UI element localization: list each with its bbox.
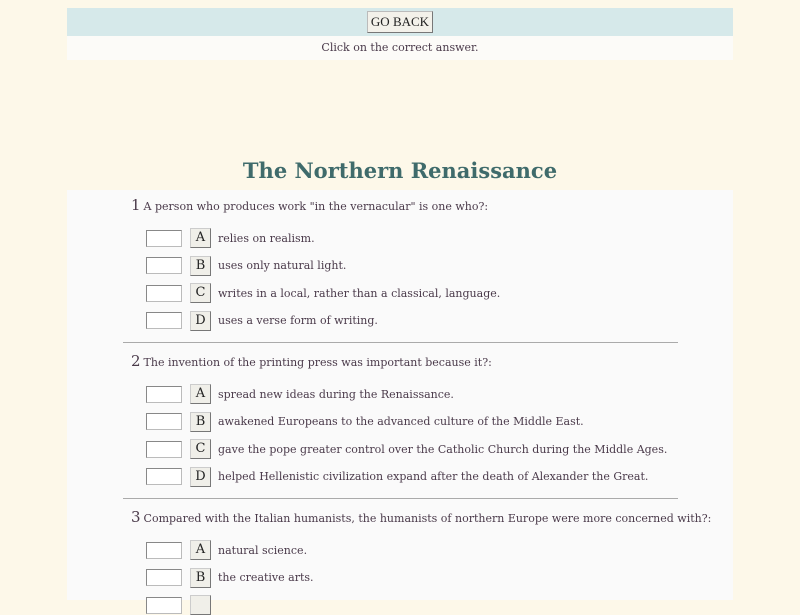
answer-result-box <box>146 468 182 485</box>
answer-result-box <box>146 230 182 247</box>
answer-text: the creative arts. <box>218 571 314 584</box>
answer-option <box>146 540 307 560</box>
question-number: 1 <box>131 196 141 214</box>
answer-text: writes in a local, rather than a classical, language. <box>218 286 501 300</box>
answer-option <box>146 384 454 404</box>
divider <box>123 498 678 499</box>
answer-option <box>146 311 378 331</box>
answer-button[interactable]: A <box>190 228 211 248</box>
answer-button[interactable]: B <box>190 412 211 432</box>
answer-button[interactable]: D <box>190 467 211 487</box>
answer-button[interactable]: C <box>190 283 211 303</box>
answer-text: helped Hellenistic civilization expand after the death of Alexander the Great. <box>218 470 649 483</box>
answer-text: uses only natural light. <box>218 259 347 272</box>
question-2 <box>131 352 492 370</box>
answer-result-box <box>146 257 182 274</box>
answer-button[interactable]: A <box>190 540 211 560</box>
question-number: 3 <box>131 508 141 526</box>
page-title: The Northern Renaissance <box>242 158 558 183</box>
answer-result-box <box>146 542 182 559</box>
question-1 <box>131 196 488 214</box>
answer-option <box>146 283 500 303</box>
answer-button[interactable]: A <box>190 384 211 404</box>
answer-text: spread new ideas during the Renaissance. <box>218 387 454 401</box>
answer-result-box <box>146 285 182 302</box>
answer-text: awakened Europeans to the advanced culture of the Middle East. <box>218 415 584 428</box>
instruction-text: Click on the correct answer. <box>67 36 733 60</box>
answer-option <box>146 228 315 248</box>
answer-option <box>146 439 667 459</box>
answer-text: relies on realism. <box>218 231 315 245</box>
top-bar <box>67 8 733 36</box>
answer-text: uses a verse form of writing. <box>218 314 378 327</box>
answer-text: gave the pope greater control over the Catholic Church during the Middle Ages. <box>218 442 668 456</box>
answer-option <box>146 467 648 487</box>
answer-result-box <box>146 413 182 430</box>
answer-option <box>146 412 584 432</box>
answer-button[interactable]: C <box>190 439 211 459</box>
answer-text: natural science. <box>218 543 308 557</box>
go-back-button[interactable]: GO BACK <box>367 11 433 33</box>
answer-result-box <box>146 386 182 403</box>
answer-result-box <box>146 569 182 586</box>
answer-result-box <box>146 597 182 614</box>
divider <box>123 342 678 343</box>
question-text: A person who produces work "in the vernacular" is one who?: <box>143 200 489 213</box>
answer-button[interactable]: D <box>190 311 211 331</box>
answer-button[interactable]: B <box>190 568 211 588</box>
answer-result-box <box>146 312 182 329</box>
answer-option <box>146 256 346 276</box>
answer-button[interactable]: B <box>190 256 211 276</box>
answer-button[interactable] <box>190 595 211 615</box>
quiz-panel <box>67 190 733 600</box>
answer-option <box>146 595 218 615</box>
question-text: The invention of the printing press was important because it?: <box>143 356 492 369</box>
question-text: Compared with the Italian humanists, the humanists of northern Europe were more concerned with?: <box>143 512 712 525</box>
answer-option <box>146 568 314 588</box>
question-3 <box>131 508 711 526</box>
question-number: 2 <box>131 352 141 370</box>
answer-result-box <box>146 441 182 458</box>
